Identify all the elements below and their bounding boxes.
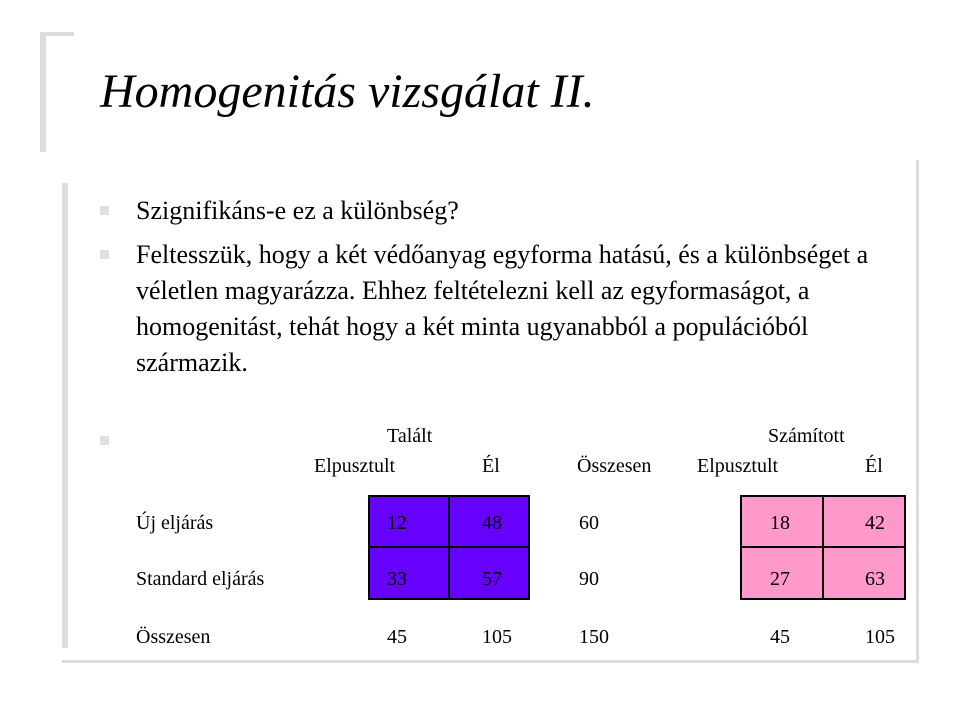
table-cell: 90 — [579, 568, 599, 590]
header-found-died: Elpusztult — [314, 455, 396, 477]
row-label: Összesen — [136, 626, 211, 648]
frame-line-bottom — [62, 660, 919, 663]
bullet-3 — [100, 423, 136, 459]
row-label: Standard eljárás — [136, 568, 265, 590]
table-cell: 105 — [865, 626, 895, 648]
table-cell: 42 — [865, 512, 885, 534]
header-found-lived: Él — [482, 455, 500, 477]
header-computed-died: Elpusztult — [697, 455, 779, 477]
bullet-square-icon — [100, 250, 109, 259]
table-cell: 105 — [482, 626, 512, 648]
bullet-square-icon — [100, 206, 109, 215]
bullet-2-text: Feltesszük, hogy a két védőanyag egyforma hatású, és a különbséget a véletlen magyarázza. Ehhez feltételezni kell az egyformaságot, a homogenitást, tehát hogy a két minta ugyanabból a populációból származik. — [136, 240, 869, 377]
table-cell: 33 — [387, 568, 407, 590]
header-computed: Számított — [768, 425, 845, 447]
bullet-1-text: Szignifikáns-e ez a különbség? — [136, 196, 459, 225]
frame-line-top-vertical — [40, 32, 46, 152]
computed-cell-new-lived — [822, 495, 906, 548]
frame-line-right-vertical — [916, 160, 919, 660]
table-cell: 60 — [579, 512, 599, 534]
table-cell: 45 — [387, 626, 407, 648]
table-cell: 27 — [770, 568, 790, 590]
table-cell: 48 — [482, 512, 502, 534]
header-found: Talált — [387, 425, 433, 447]
table-cell: 18 — [770, 512, 790, 534]
found-cell-new-died — [368, 495, 450, 548]
table-cell: 12 — [387, 512, 407, 534]
frame-line-left-vertical — [62, 183, 68, 648]
found-cell-std-died — [368, 546, 450, 600]
header-computed-lived: Él — [865, 455, 883, 477]
header-total: Összesen — [577, 455, 652, 477]
bullet-2 — [100, 237, 136, 273]
slide-title: Homogenitás vizsgálat II. — [100, 65, 595, 118]
table-cell: 45 — [770, 626, 790, 648]
computed-cell-std-lived — [822, 546, 906, 600]
bullet-square-icon — [100, 436, 109, 445]
table-cell: 63 — [865, 568, 885, 590]
table-cell: 150 — [579, 626, 609, 648]
frame-line-top-horizontal — [40, 32, 74, 36]
row-label: Új eljárás — [136, 512, 214, 534]
table-cell: 57 — [482, 568, 502, 590]
